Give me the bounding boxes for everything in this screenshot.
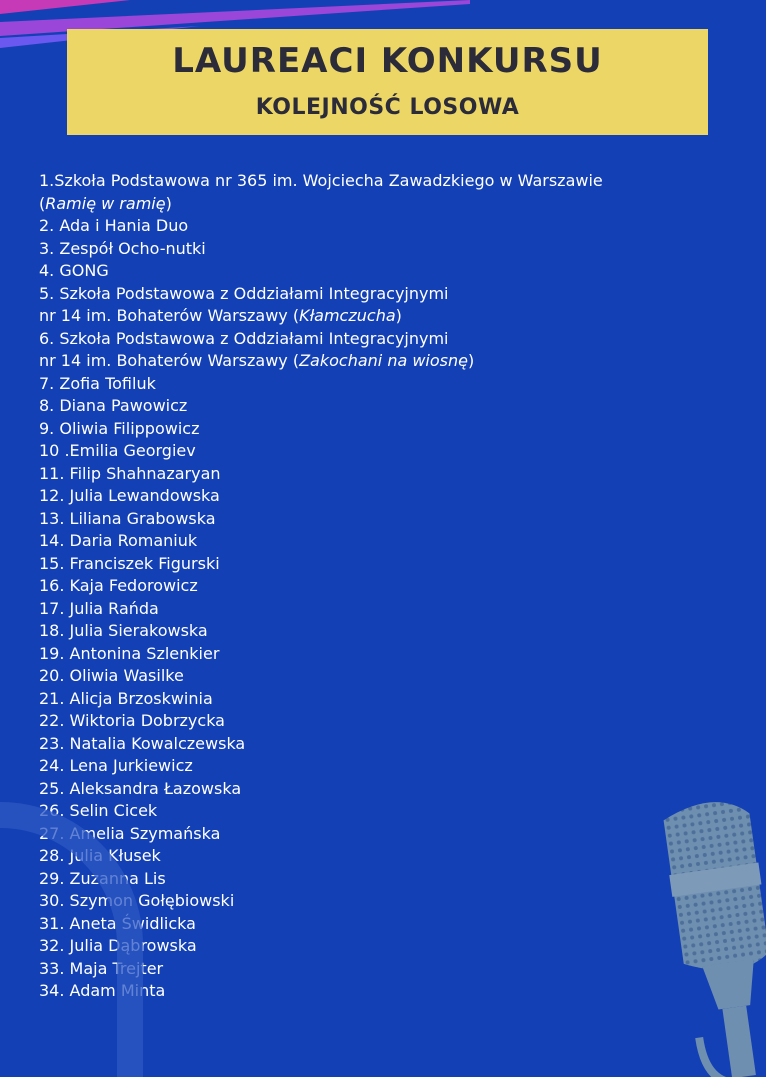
list-item	[39, 530, 729, 553]
list-item-title: Kłamczucha	[299, 306, 396, 325]
list-item-text: )	[165, 193, 172, 213]
list-item-text: 8. Diana Pawowicz	[39, 396, 188, 415]
list-item	[39, 440, 729, 463]
list-item	[39, 328, 729, 351]
list-item	[39, 688, 729, 711]
list-item-text: 3. Zespół Ocho-nutki	[39, 238, 206, 258]
list-item-text: 22. Wiktoria Dobrzycka	[39, 711, 225, 730]
list-item-title: Zakochani na wiosnę	[299, 351, 468, 370]
list-item	[39, 620, 729, 643]
page-subtitle: KOLEJNOŚĆ LOSOWA	[255, 95, 520, 120]
list-item-title: Ramię w ramię	[45, 193, 166, 213]
list-item	[39, 395, 729, 418]
list-item-text: 5. Szkoła Podstawowa z Oddziałami Integracyjnymi	[39, 283, 449, 303]
list-item-continuation	[39, 193, 729, 216]
list-item	[39, 553, 729, 576]
list-item-text: 13. Liliana Grabowska	[39, 508, 216, 528]
list-item-text: 21. Alicja Brzoskwinia	[39, 688, 213, 708]
list-item	[39, 598, 729, 621]
list-item-text: 25. Aleksandra Łazowska	[39, 778, 242, 798]
list-item-text: 6. Szkoła Podstawowa z Oddziałami Integracyjnymi	[39, 328, 449, 348]
list-item-text: 2. Ada i Hania Duo	[39, 216, 189, 235]
list-item-text: )	[467, 351, 475, 370]
list-item-text: 4. GONG	[39, 261, 109, 280]
list-item	[39, 418, 729, 441]
page-title: LAUREACI KONKURSU	[172, 41, 603, 81]
list-item-text: (	[39, 193, 46, 213]
list-item-continuation	[39, 350, 729, 373]
list-item-text: 1.Szkoła Podstawowa nr 365 im. Wojciecha Zawadzkiego w Warszawie	[39, 171, 603, 190]
list-item	[39, 170, 729, 193]
list-item	[39, 463, 729, 486]
list-item	[39, 643, 729, 666]
list-item	[39, 755, 729, 778]
list-item-text: 17. Julia Rańda	[39, 598, 159, 618]
list-item-text: 7. Zofia Tofiluk	[39, 373, 156, 393]
list-item	[39, 373, 729, 396]
list-item-text: 11. Filip Shahnazaryan	[39, 463, 221, 483]
list-item-text: 28. Julia Kłusek	[39, 846, 161, 865]
list-item-text: nr 14 im. Bohaterów Warszawy (	[39, 351, 300, 370]
list-item-text: 24. Lena Jurkiewicz	[39, 756, 193, 775]
list-item	[39, 215, 729, 238]
list-item	[39, 733, 729, 756]
list-item	[39, 283, 729, 306]
list-item-text: 19. Antonina Szlenkier	[39, 643, 220, 663]
list-item-continuation	[39, 305, 729, 328]
list-item-text: )	[395, 306, 402, 325]
list-item-text: 30. Szymon Gołębiowski	[39, 891, 235, 910]
list-item-text: 34. Adam Minta	[39, 981, 166, 1000]
list-item-text: 33. Maja Trejter	[39, 958, 164, 978]
microphone-icon	[640, 795, 766, 1080]
list-item-text: 27. Amelia Szymańska	[39, 823, 221, 843]
list-item-text: 9. Oliwia Filippowicz	[39, 418, 200, 438]
list-item	[39, 665, 729, 688]
list-item-text: 14. Daria Romaniuk	[39, 531, 198, 550]
list-item-text: 15. Franciszek Figurski	[39, 553, 220, 573]
list-item-text: 12. Julia Lewandowska	[39, 486, 220, 505]
title-banner	[67, 29, 708, 135]
list-item	[39, 710, 729, 733]
list-item-text: nr 14 im. Bohaterów Warszawy (	[39, 306, 300, 325]
list-item	[39, 778, 729, 801]
list-item	[39, 508, 729, 531]
list-item-text: 32. Julia Dąbrowska	[39, 936, 197, 955]
list-item	[39, 485, 729, 508]
list-item	[39, 260, 729, 283]
list-item	[39, 238, 729, 261]
list-item-text: 16. Kaja Fedorowicz	[39, 576, 198, 595]
ring-arc-decoration	[0, 800, 150, 1080]
list-item-text: 23. Natalia Kowalczewska	[39, 733, 246, 753]
list-item-text: 29. Zuzanna Lis	[39, 868, 166, 888]
list-item-text: 10 .Emilia Georgiev	[39, 441, 196, 460]
list-item-text: 20. Oliwia Wasilke	[39, 666, 184, 685]
list-item	[39, 575, 729, 598]
list-item-text: 26. Selin Cicek	[39, 801, 158, 820]
list-item-text: 31. Aneta Świdlicka	[39, 913, 196, 933]
list-item-text: 18. Julia Sierakowska	[39, 621, 208, 640]
